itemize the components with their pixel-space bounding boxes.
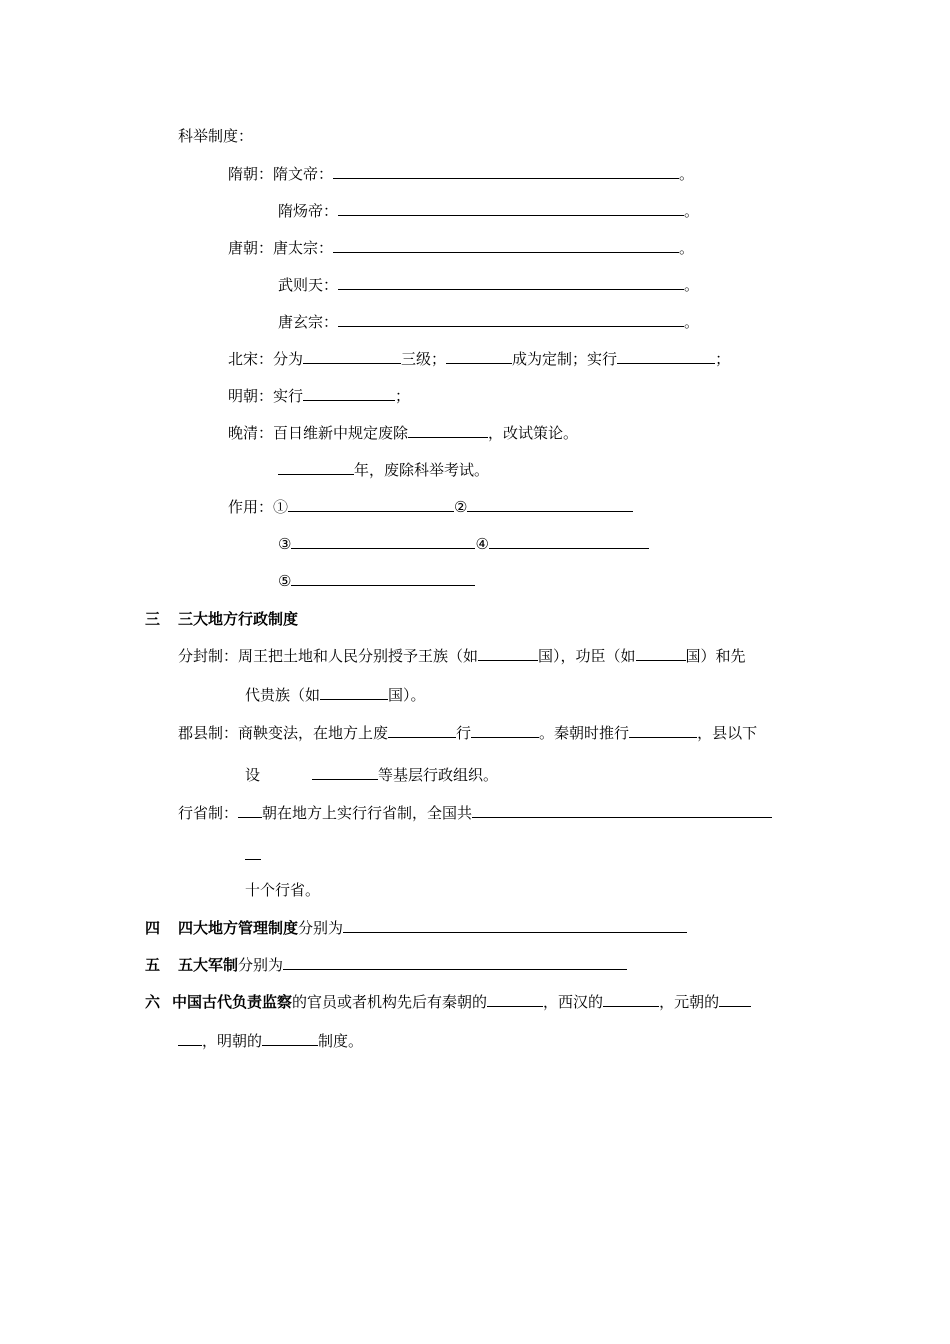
section-5-row (145, 954, 627, 975)
semicolon: ； (715, 350, 731, 368)
period: 。 (684, 276, 700, 294)
sui-wendi-blank[interactable] (333, 163, 679, 179)
sui-label: 隋朝： (228, 165, 274, 183)
wanqing-row (228, 422, 578, 443)
tang-xuanzong-row (278, 311, 699, 332)
fenfeng-blank-3[interactable] (320, 684, 388, 700)
abolish-year-blank[interactable] (278, 459, 354, 475)
beisong-blank-3[interactable] (617, 348, 715, 364)
effect-blank-4[interactable] (489, 533, 649, 549)
fenfeng-text-5: 国）。 (388, 686, 426, 704)
period: 。 (679, 165, 695, 183)
xingsheng-row-2 (245, 844, 261, 865)
period: 。 (684, 202, 700, 220)
effect-blank-2[interactable] (467, 496, 633, 512)
fenfeng-row-1 (178, 645, 746, 666)
junxian-blank-2[interactable] (471, 722, 539, 738)
abolish-row (278, 459, 489, 480)
junxian-blank-1[interactable] (388, 722, 456, 738)
xingsheng-text-2: 十个行省。 (245, 881, 321, 899)
section-6-blank-3b[interactable] (178, 1030, 202, 1046)
xingsheng-blank-2[interactable] (472, 802, 772, 818)
period: 。 (679, 239, 695, 257)
beisong-row (228, 348, 730, 369)
section-6-text-3: ，元朝的 (659, 993, 720, 1011)
section-4-suffix: 分别为 (298, 919, 344, 937)
wu-zetian-row (278, 274, 699, 295)
section-4-number: 四 (145, 919, 161, 937)
junxian-blank-4[interactable] (312, 764, 378, 780)
xingsheng-blank-1[interactable] (238, 802, 262, 818)
effect-blank-3[interactable] (291, 533, 475, 549)
section-6-blank-1[interactable] (487, 991, 543, 1007)
tang-label: 唐朝： (228, 239, 274, 257)
junxian-text-4: ，县以下 (697, 724, 758, 742)
wanqing-label: 晚清： (228, 424, 274, 442)
tang-taizong-blank[interactable] (333, 237, 679, 253)
xingsheng-text-1: 朝在地方上实行行省制，全国共 (262, 804, 473, 822)
xingsheng-row-1 (178, 802, 772, 823)
ming-text-1: 实行 (273, 387, 304, 405)
beisong-text-2: 三级； (401, 350, 447, 368)
fenfeng-text-4: 代贵族（如 (245, 686, 321, 704)
wanqing-blank[interactable] (408, 422, 488, 438)
section-6-text-1: 的官员或者机构先后有秦朝的 (292, 993, 488, 1011)
section-6-text-4: ，明朝的 (202, 1032, 263, 1050)
effect-row-2 (278, 533, 649, 554)
fenfeng-blank-2[interactable] (636, 645, 686, 661)
section-3-title: 三大地方行政制度 (178, 610, 299, 628)
ming-row (228, 385, 410, 406)
marker-1: ① (273, 498, 289, 516)
wu-zetian-label: 武则天： (278, 276, 339, 294)
junxian-text-3: 。秦朝时推行 (539, 724, 630, 742)
section-6-text-2: ，西汉的 (543, 993, 604, 1011)
sui-wendi-label: 隋文帝： (273, 165, 334, 183)
wanqing-text-1: 百日维新中规定废除 (273, 424, 409, 442)
section-4-blank[interactable] (343, 917, 687, 933)
section-5-number: 五 (145, 956, 161, 974)
xingsheng-label: 行省制： (178, 804, 239, 822)
fenfeng-label: 分封制： (178, 647, 239, 665)
section-6-row-2 (178, 1030, 363, 1051)
marker-4: ④ (475, 535, 489, 553)
junxian-text-1: 商鞅变法，在地方上废 (238, 724, 389, 742)
ming-label: 明朝： (228, 387, 274, 405)
junxian-text-2: 行 (456, 724, 472, 742)
beisong-blank-1[interactable] (303, 348, 401, 364)
marker-5: ⑤ (278, 572, 292, 590)
marker-3: ③ (278, 535, 292, 553)
sui-wendi-row (228, 163, 694, 184)
tang-taizong-label: 唐太宗： (273, 239, 334, 257)
beisong-text-1: 分为 (273, 350, 304, 368)
ming-blank[interactable] (303, 385, 395, 401)
section-6-title: 中国古代负责监察 (172, 993, 293, 1011)
section-6-number: 六 (145, 993, 161, 1011)
wanqing-text-2: ，改试策论。 (488, 424, 579, 442)
beisong-text-3: 成为定制；实行 (512, 350, 618, 368)
tang-xuanzong-blank[interactable] (338, 311, 684, 327)
fenfeng-text-3: 国）和先 (685, 647, 746, 665)
effect-blank-1[interactable] (288, 496, 454, 512)
junxian-row-2 (245, 764, 498, 785)
junxian-row-1 (178, 722, 757, 743)
effect-row-3 (278, 570, 475, 591)
junxian-text-6: 等基层行政组织。 (378, 766, 499, 784)
section-5-title: 五大军制 (178, 956, 239, 974)
effect-label: 作用： (228, 498, 274, 516)
section-6-blank-4[interactable] (262, 1030, 318, 1046)
section-4-row (145, 917, 687, 938)
effect-blank-5[interactable] (291, 570, 475, 586)
section-6-row-1 (145, 991, 751, 1012)
junxian-blank-3[interactable] (629, 722, 697, 738)
section-5-suffix: 分别为 (238, 956, 284, 974)
wu-zetian-blank[interactable] (338, 274, 684, 290)
beisong-label: 北宋： (228, 350, 274, 368)
fenfeng-row-2 (245, 684, 426, 705)
xingsheng-blank-3[interactable] (245, 844, 261, 860)
section-3-number: 三 (145, 610, 161, 628)
marker-2: ② (454, 498, 468, 516)
sui-yangdi-label: 隋炀帝： (278, 202, 339, 220)
section-4-title: 四大地方管理制度 (178, 919, 299, 937)
sui-yangdi-blank[interactable] (338, 200, 684, 216)
section-3-heading (145, 609, 298, 629)
fenfeng-text-1: 周王把土地和人民分别授予王族（如 (238, 647, 479, 665)
section-6-blank-3a[interactable] (719, 991, 751, 1007)
semicolon: ； (395, 387, 411, 405)
keju-title: 科举制度： (178, 127, 254, 145)
effect-row-1 (228, 496, 633, 517)
beisong-blank-2[interactable] (446, 348, 512, 364)
tang-taizong-row (228, 237, 694, 258)
abolish-text: 年，废除科举考试。 (354, 461, 490, 479)
section-6-blank-2[interactable] (603, 991, 659, 1007)
section-6-text-5: 制度。 (318, 1032, 364, 1050)
junxian-text-5: 设 (245, 766, 261, 784)
tang-xuanzong-label: 唐玄宗： (278, 313, 339, 331)
fenfeng-blank-1[interactable] (478, 645, 538, 661)
xingsheng-row-3 (245, 880, 320, 900)
junxian-label: 郡县制： (178, 724, 239, 742)
fenfeng-text-2: 国），功臣（如 (538, 647, 636, 665)
sui-yangdi-row (278, 200, 699, 221)
period: 。 (684, 313, 700, 331)
section-5-blank[interactable] (283, 954, 627, 970)
